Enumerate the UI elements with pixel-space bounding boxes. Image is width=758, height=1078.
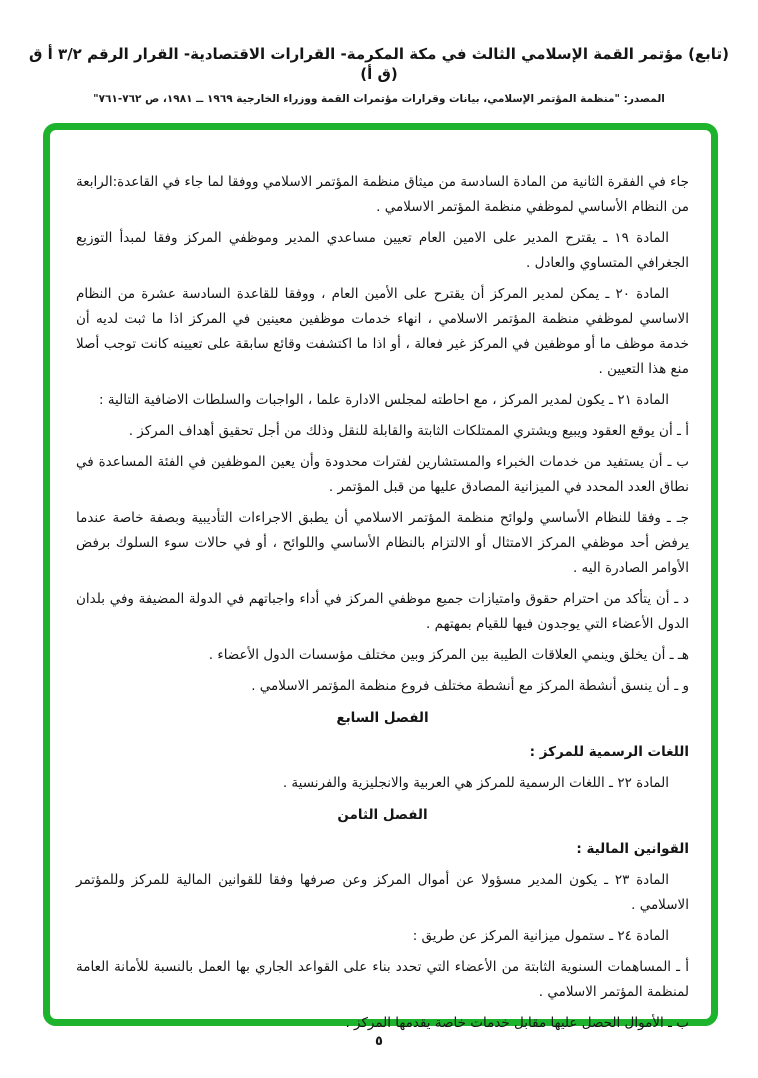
funding-clause-a: أ ـ المساهمات السنوية الثابتة من الأعضاء التي تحدد بناء على القواعد الجاري بها العمل بالنسبة للأمانة العامة لمنظمة المؤتمر الاسلامي .	[76, 959, 689, 1000]
financial-rules-label: القوانين المالية :	[576, 841, 689, 857]
clause-waw: و ـ أن ينسق أنشطة المركز مع أنشطة مختلف فروع منظمة المؤتمر الاسلامي .	[251, 678, 689, 694]
chapter-seven-heading: الفصل السابع	[336, 710, 429, 726]
article-19: المادة ١٩ ـ يقترح المدير على الامين العام تعيين مساعدي المدير وموظفي المركز وفقا لمبدأ التوزيع الجغرافي المتساوي والعادل .	[76, 230, 689, 271]
intro-paragraph: جاء في الفقرة الثانية من المادة السادسة من ميثاق منظمة المؤتمر الاسلامي ووفقا لما جاء في القاعدة:الرابعة من النظام الأساسي لموظفي منظمة المؤتمر الاسلامي .	[76, 174, 689, 215]
clause-a: أ ـ أن يوقع العقود ويبيع ويشتري الممتلكات الثابتة والقابلة للنقل وذلك من أجل تحقيق أهداف المركز .	[128, 423, 689, 439]
document-source-line: المصدر: "منظمة المؤتمر الإسلامي، بيانات وقرارات مؤتمرات القمة ووزراء الخارجية ١٩٦٩ ــ ١٩٨١، ص ٧٦٢-٧٦١"	[93, 93, 665, 105]
page-number: ٥	[375, 1034, 383, 1049]
document-title: (تابع) مؤتمر القمة الإسلامي الثالث في مكة المكرمة- القرارات الاقتصادية- القرار الرقم ٣/٢ أ ق (ق أ)	[29, 45, 729, 83]
funding-clause-b: ب ـ الأموال الحصل عليها مقابل خدمات خاصة يقدمها المركز .	[345, 1015, 689, 1031]
clause-dal: د ـ أن يتأكد من احترام حقوق وامتيازات جميع موظفي المركز في أداء واجباتهم في الدولة المضيفة وفي بلدان الدول الأعضاء التي يوجدون فيها للقيام بمهتهم .	[76, 591, 689, 632]
article-21: المادة ٢١ ـ يكون لمدير المركز ، مع احاطته لمجلس الادارة علما ، الواجبات والسلطات الاضافية التالية :	[98, 392, 669, 408]
article-22: المادة ٢٢ ـ اللغات الرسمية للمركز هي العربية والانجليزية والفرنسية .	[282, 775, 669, 791]
article-23: المادة ٢٣ ـ يكون المدير مسؤولا عن أموال المركز وعن صرفها وفقا للقوانين المالية للمركز وللمؤتمر الاسلامي .	[76, 872, 689, 913]
article-24: المادة ٢٤ ـ ستمول ميزانية المركز عن طريق :	[412, 928, 669, 944]
green-border-frame	[43, 123, 718, 1031]
document-body	[76, 170, 689, 1036]
clause-jeem: جـ ـ وفقا للنظام الأساسي ولوائح منظمة المؤتمر الاسلامي أن يطبق الاجراءات التأديبية وبصفة خاصة عندما يرفض أحد موظفي المركز الامتثال أو الالتزام بالنظام الأساسي واللوائح ، أو في حالات سوء السلوك برفض الأوامر الصادرة اليه .	[76, 510, 689, 576]
chapter-eight-heading: الفصل الثامن	[337, 807, 428, 823]
official-languages-label: اللغات الرسمية للمركز :	[529, 744, 689, 760]
clause-b: ب ـ أن يستفيد من خدمات الخبراء والمستشارين لفترات محدودة وأن يعين الموظفين في الفئة المساعدة في نطاق العدد المحدد في الميزانية المصادق عليها من قبل المؤتمر .	[76, 454, 689, 495]
page-header	[28, 44, 730, 105]
article-20: المادة ٢٠ ـ يمكن لمدير المركز أن يقترح على الأمين العام ، ووفقا للقاعدة السادسة عشرة من النظام الاساسي لموظفي منظمة المؤتمر الاسلامي ، انهاء خدمات موظفين معينين في المركز اذا ما ثبت لديه أن خدمة موظف ما أو موظفين في المركز غير فعالة ، أو اذا ما اكتشفت وقائع سابقة على تعيينه كانت توجب أصلا منع هذا التعيين .	[76, 286, 689, 377]
clause-ha: هـ ـ أن يخلق وينمي العلاقات الطيبة بين المركز وبين مختلف مؤسسات الدول الأعضاء .	[208, 647, 689, 663]
